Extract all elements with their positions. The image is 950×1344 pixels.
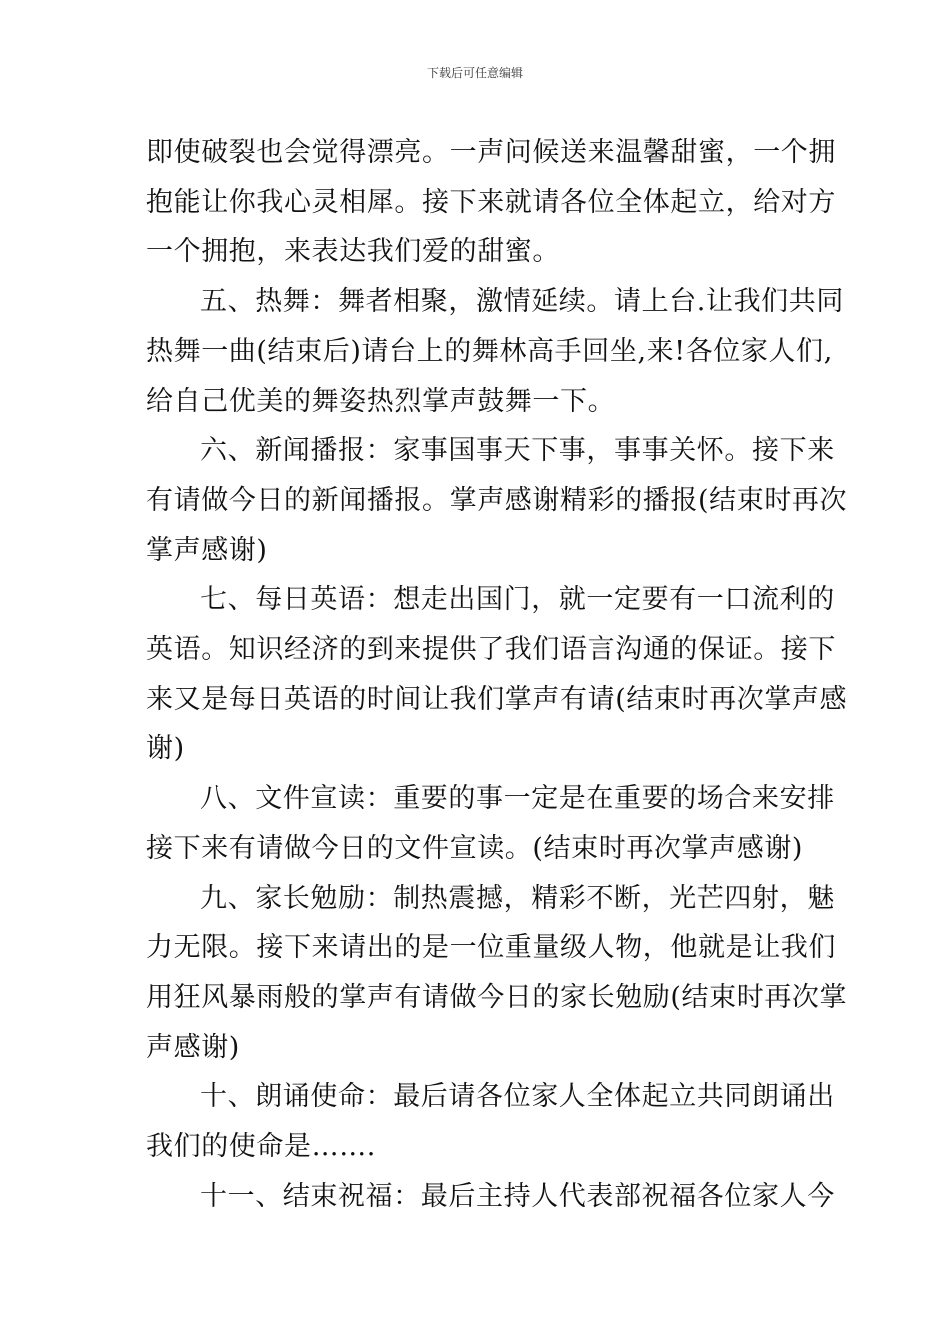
paragraph-continuation [146, 128, 836, 277]
text-line: 给自己优美的舞姿热烈掌声鼓舞一下。 [146, 385, 616, 417]
paragraph-document-reading [146, 774, 835, 873]
text-line: 即使破裂也会觉得漂亮。一声问候送来温馨甜蜜，一个拥 [146, 137, 836, 168]
text-line: 六、新闻播报：家事国事天下事，事事关怀。接下来 [200, 435, 835, 467]
text-line: 用狂风暴雨般的掌声有请做今日的家长勉励(结束时再次掌 [146, 981, 848, 1013]
text-line: 掌声感谢) [146, 534, 268, 566]
text-line: 谢) [146, 733, 185, 765]
text-line: 英语。知识经济的到来提供了我们语言沟通的保证。接下 [146, 634, 836, 666]
text-line: 八、文件宣读：重要的事一定是在重要的场合来安排 [200, 783, 835, 815]
paragraph-mission-recital [146, 1072, 835, 1171]
text-line: 七、每日英语：想走出国门，就一定要有一口流利的 [200, 584, 835, 616]
paragraph-closing-blessing [146, 1172, 835, 1222]
text-line: 接下来有请做今日的文件宣读。(结束时再次掌声感谢) [146, 832, 804, 864]
paragraph-news-report [146, 426, 848, 575]
text-line: 有请做今日的新闻播报。掌声感谢精彩的播报(结束时再次 [146, 484, 848, 516]
page-header-note: 下载后可任意编辑 [426, 66, 523, 80]
text-line: 一个拥抱，来表达我们爱的甜蜜。 [146, 236, 560, 268]
text-line: 声感谢) [146, 1031, 240, 1063]
text-line: 九、家长勉励：制热震撼，精彩不断，光芒四射，魅 [200, 882, 835, 914]
document-body [146, 128, 848, 1221]
text-line: 十一、结束祝福：最后主持人代表部祝福各位家人今 [200, 1180, 835, 1212]
paragraph-dance [146, 277, 844, 426]
text-line: 抱能让你我心灵相犀。接下来就请各位全体起立，给对方 [146, 186, 836, 218]
text-line: 我们的使命是……. [146, 1131, 376, 1163]
text-line: 五、热舞：舞者相聚，激情延续。请上台.让我们共同 [200, 286, 844, 318]
text-line: 热舞一曲(结束后)请台上的舞林高手回坐,来!各位家人们, [146, 335, 833, 367]
text-line: 力无限。接下来请出的是一位重量级人物，他就是让我们 [146, 932, 836, 964]
text-line: 来又是每日英语的时间让我们掌声有请(结束时再次掌声感 [146, 683, 848, 715]
paragraph-parent-encouragement [146, 874, 848, 1073]
paragraph-daily-english [146, 575, 848, 774]
text-line: 十、朗诵使命：最后请各位家人全体起立共同朗诵出 [200, 1081, 835, 1113]
